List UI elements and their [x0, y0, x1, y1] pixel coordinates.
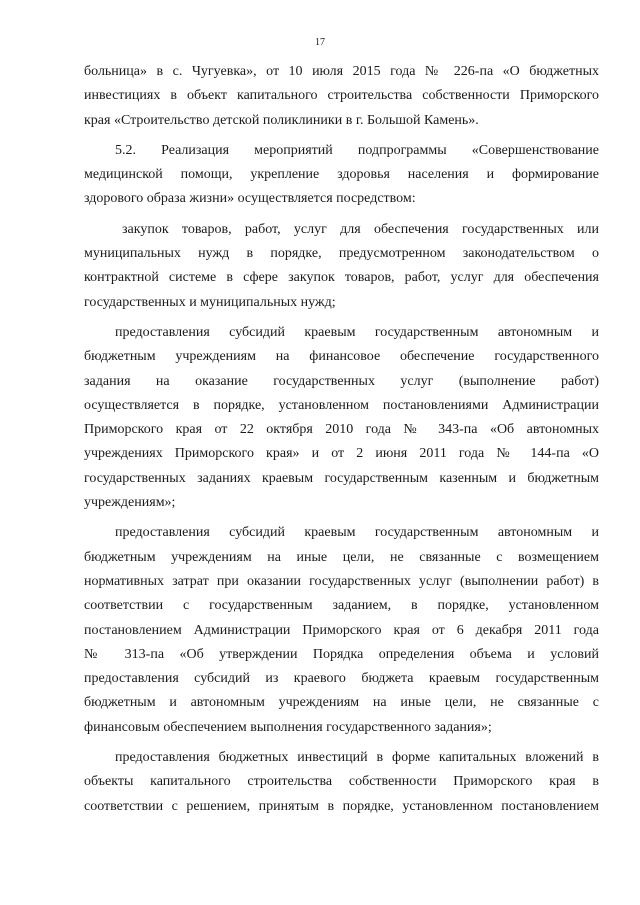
text-line: 5.2. Реализация мероприятий подпрограммы «Совершенствование	[115, 142, 599, 158]
text-line: контрактной системе в сфере закупок товаров, работ, услуг для обеспечения	[84, 270, 599, 286]
text-line: муниципальных нужд в порядке, предусмотренном законодательством о	[84, 246, 599, 262]
text-line: бюджетным учреждениям на иные цели, не связанные с возмещением	[84, 549, 599, 565]
text-line: инвестициях в объект капитального строительства собственности Приморского	[84, 88, 599, 104]
text-line: края «Строительство детской поликлиники в г. Большой Камень».	[84, 112, 479, 128]
text-line: № 313-па «Об утверждении Порядка определения объема и условий	[84, 646, 599, 662]
text-line: нормативных затрат при оказании государственных услуг (выполнении работ) в	[84, 573, 599, 589]
text-line: задания на оказание государственных услуг (выполнение работ)	[84, 373, 599, 389]
text-line: предоставления бюджетных инвестиций в форме капитальных вложений в	[115, 750, 599, 766]
text-line: осуществляется в порядке, установленном постановлениями Администрации	[84, 397, 599, 413]
text-line: закупок товаров, работ, услуг для обеспечения государственных или	[122, 221, 599, 237]
page-number: 17	[315, 37, 325, 48]
text-line: государственных заданиях краевым государственным казенным и бюджетным	[84, 470, 599, 486]
text-line: здорового образа жизни» осуществляется посредством:	[84, 191, 416, 207]
text-line: государственных и муниципальных нужд;	[84, 294, 336, 310]
text-line: предоставления субсидий из краевого бюджета краевым государственным	[84, 671, 599, 687]
paragraph	[84, 321, 599, 515]
text-line: финансовым обеспечением выполнения государственного задания»;	[84, 719, 492, 735]
paragraph	[84, 746, 599, 819]
text-line: соответствии с решением, принятым в порядке, установленном постановлением	[84, 798, 599, 814]
text-line: постановлением Администрации Приморского края от 6 декабря 2011 года	[84, 622, 599, 638]
paragraph	[84, 139, 599, 212]
text-line: соответствии с государственным заданием, в порядке, установленном	[84, 598, 599, 614]
text-line: бюджетным и автономным учреждениям на иные цели, не связанные с	[84, 695, 599, 711]
paragraph	[84, 521, 599, 740]
text-line: учреждениям»;	[84, 495, 176, 511]
text-line: предоставления субсидий краевым государственным автономным и	[115, 324, 599, 340]
text-line: учреждениях Приморского края» и от 2 июня 2011 года № 144-па «О	[84, 446, 599, 462]
paragraph	[84, 218, 599, 315]
text-line: медицинской помощи, укрепление здоровья населения и формирование	[84, 167, 599, 183]
paragraph	[84, 60, 599, 133]
text-line: объекты капитального строительства собственности Приморского края в	[84, 774, 599, 790]
document-body	[84, 60, 599, 819]
text-line: больница» в с. Чугуевка», от 10 июля 2015 года № 226-па «О бюджетных	[84, 64, 599, 79]
text-line: бюджетным учреждениям на финансовое обеспечение государственного	[84, 349, 599, 365]
text-line: предоставления субсидий краевым государственным автономным и	[115, 525, 599, 541]
text-line: Приморского края от 22 октября 2010 года № 343-па «Об автономных	[84, 422, 599, 438]
